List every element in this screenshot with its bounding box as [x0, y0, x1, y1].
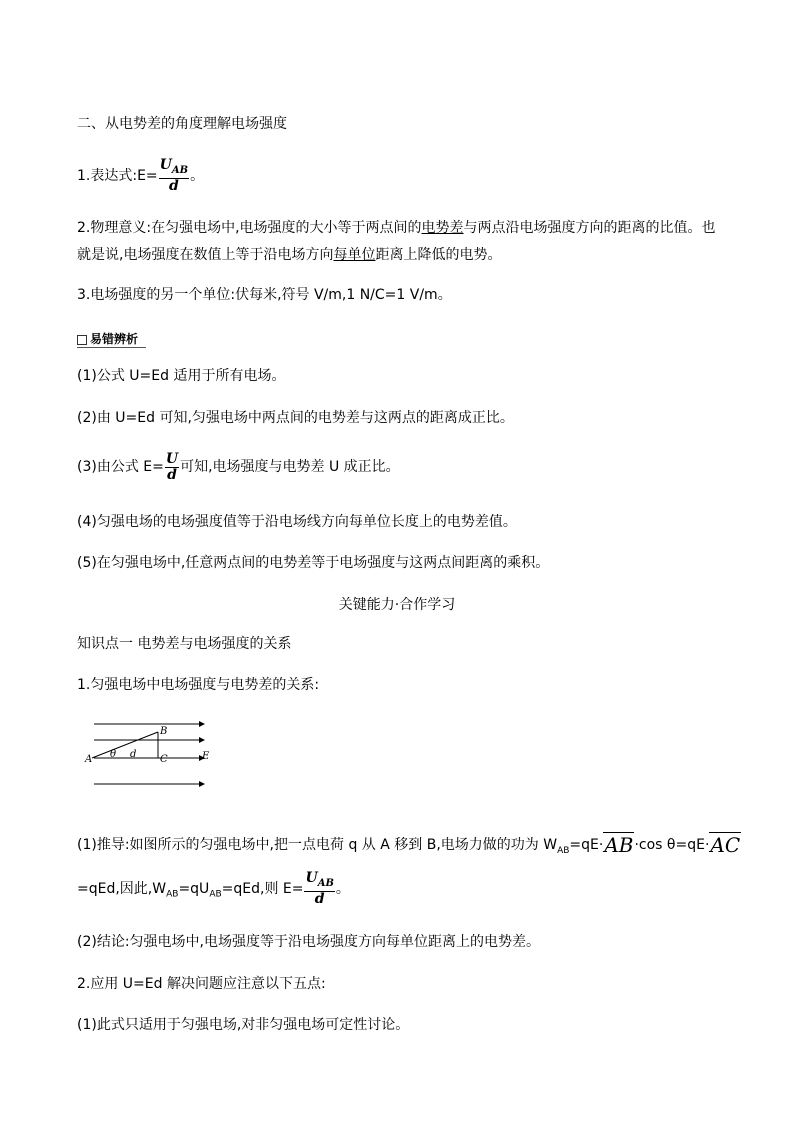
segment-ab [92, 732, 158, 758]
frac-num: U [165, 450, 179, 467]
center-heading: 关键能力·合作学习 [338, 597, 456, 613]
conclusion: (2)结论:匀强电场中,电场强度等于沿电场强度方向每单位距离上的电势差。 [77, 934, 540, 950]
derivation-suffix: 。 [335, 880, 350, 897]
derivation-line-2 [77, 871, 350, 912]
error-5: (5)在匀强电场中,任意两点间的电势差等于电场强度与这两点间距离的乘积。 [77, 555, 550, 571]
error-1: (1)公式 U=Ed 适用于所有电场。 [77, 368, 286, 384]
uniform-field-diagram [84, 716, 214, 794]
derivation-prefix: (1)推导:如图所示的匀强电场中,把一点电荷 q 从 A 移到 B,电场力做的功为 W [77, 837, 558, 853]
application-1: (1)此式只适用于匀强电场,对非匀强电场可定性讨论。 [77, 1017, 410, 1033]
vector-ac: AC [710, 833, 741, 857]
frac-num-sub: AB [171, 164, 189, 176]
error-tag-label: 易错辨析 [90, 332, 139, 346]
w-sub-ab-2: AB [166, 889, 179, 900]
frac-num: U [159, 157, 172, 173]
fraction-uab-over-d-2 [304, 871, 334, 907]
fraction-u-over-d [165, 452, 179, 483]
frac-den: d [168, 177, 179, 194]
error-3 [77, 450, 400, 484]
u-sub-ab: AB [209, 889, 222, 900]
meaning-part2: 与两点沿电场强度方向的距离的比值。也 [463, 220, 716, 236]
derivation-line2-mid2: =qEd,则 E= [221, 880, 304, 897]
meaning-line-1 [77, 218, 716, 238]
meaning-line2b: 距离上降低的电势。 [375, 247, 502, 263]
derivation-mid2: ·cos θ=qE· [634, 837, 710, 853]
section-title: 二、从电势差的角度理解电场强度 [77, 116, 287, 132]
knowledge-point: 知识点一 电势差与电场强度的关系 [77, 636, 292, 652]
label-c: C [160, 754, 168, 765]
label-e: E [202, 751, 210, 762]
label-b: B [160, 726, 168, 737]
error-3-suffix: 可知,电场强度与电势差 U 成正比。 [180, 459, 400, 475]
meaning-underline-1: 电势差 [421, 220, 464, 236]
fraction-uab-over-d [159, 158, 189, 194]
w-sub-ab: AB [557, 845, 570, 856]
derivation-line2-prefix: =qEd,因此,W [77, 880, 167, 897]
tag-box-icon [77, 335, 87, 345]
application-title: 2.应用 U=Ed 解决问题应注意以下五点: [77, 976, 326, 992]
meaning-line-2 [77, 245, 501, 265]
error-3-prefix: (3)由公式 E= [77, 459, 164, 475]
error-2: (2)由 U=Ed 可知,匀强电场中两点间的电势差与这两点的距离成正比。 [77, 410, 514, 426]
derivation-mid1: =qE· [569, 837, 604, 853]
relation-title: 1.匀强电场中电场强度与电势差的关系: [77, 677, 320, 693]
frac-den: d [167, 466, 177, 483]
frac-den: d [314, 890, 325, 907]
label-theta: θ [110, 749, 117, 760]
frac-num: U [305, 870, 318, 886]
derivation-line-1 [77, 832, 741, 864]
expression-line [77, 158, 204, 194]
meaning-part1: 2.物理意义:在匀强电场中,电场强度的大小等于两点间的 [77, 220, 422, 236]
meaning-line2a: 就是说,电场强度在数值上等于沿电场方向 [77, 247, 334, 263]
expression-suffix: 。 [190, 167, 205, 184]
derivation-line2-mid: =qU [178, 880, 210, 897]
error-tag [77, 330, 146, 348]
unit-line: 3.电场强度的另一个单位:伏每米,符号 V/m,1 N/C=1 V/m。 [77, 287, 452, 303]
meaning-underline-2: 每单位 [333, 247, 376, 263]
label-d: d [130, 749, 137, 760]
frac-num-sub: AB [317, 877, 334, 889]
expression-prefix: 1.表达式:E= [77, 167, 158, 184]
vector-ab: AB [604, 833, 634, 857]
label-a: A [85, 754, 93, 765]
error-4: (4)匀强电场的电场强度值等于沿电场线方向每单位长度上的电势差值。 [77, 514, 517, 530]
